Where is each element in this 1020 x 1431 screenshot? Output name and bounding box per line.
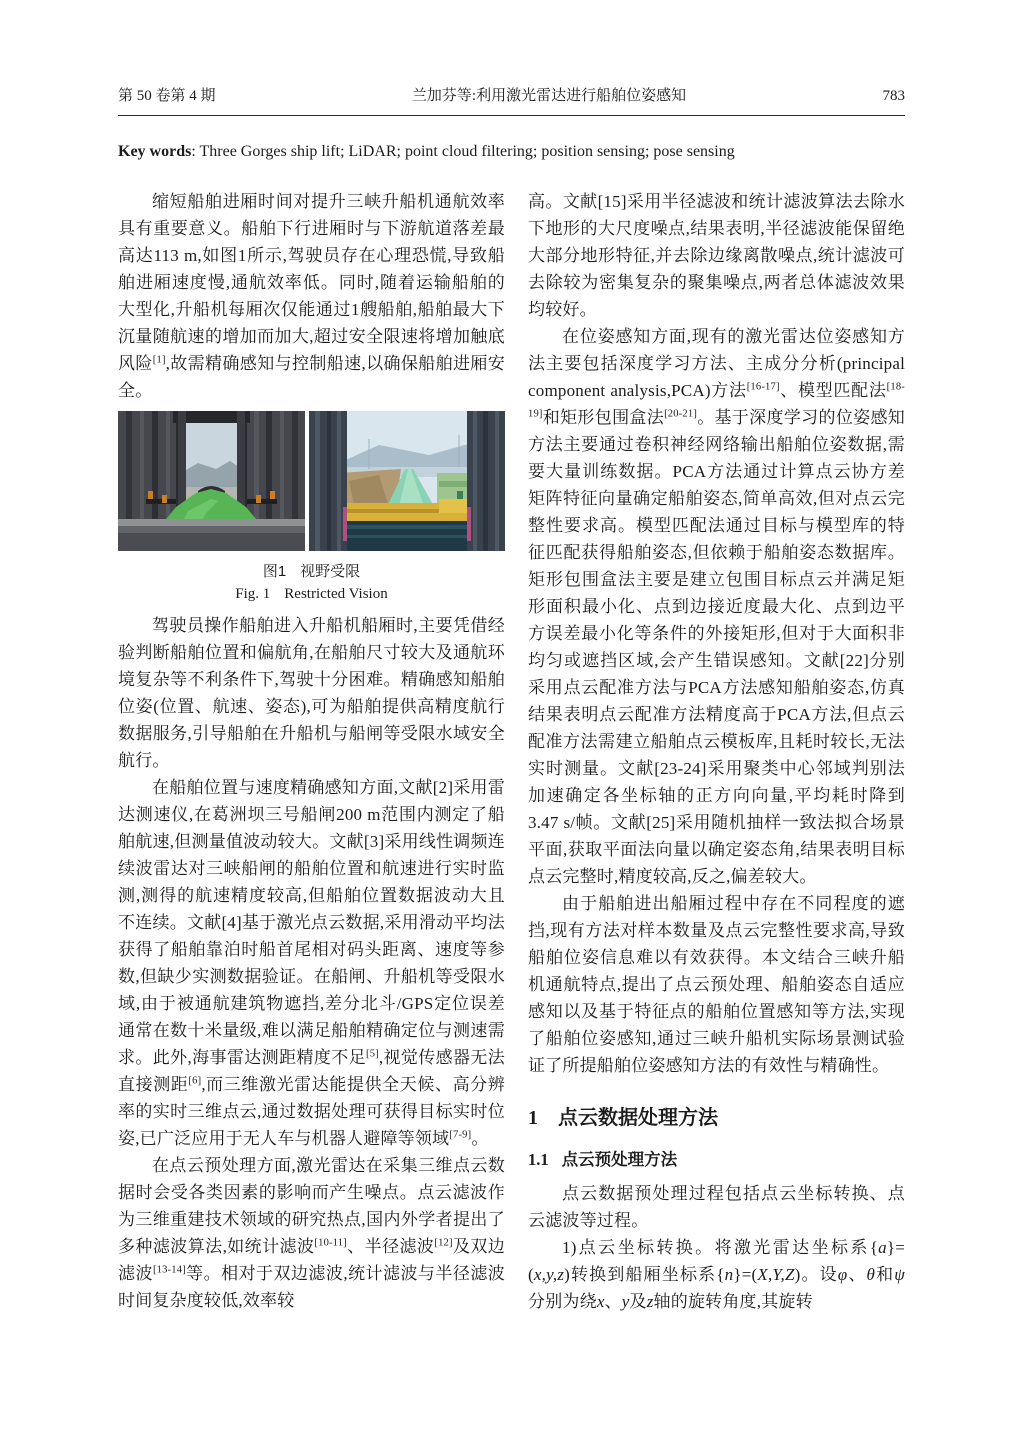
figure-1-photos	[118, 411, 505, 551]
paragraph-driver-experience: 驾驶员操作船舶进入升船机船厢时,主要凭借经验判断船舶位置和偏航角,在船舶尺寸较大及通航环境复杂等不利条件下,驾驶十分困难。精确感知船舶位姿(位置、航速、姿态),可为船舶提供高精度航行数据服务,引导船舶在升船机与船闸等受限水域安全航行。	[118, 616, 505, 770]
channel-view-photo	[309, 411, 505, 551]
figure-1-caption-zh	[118, 560, 505, 583]
keywords-label: Key words	[118, 143, 192, 160]
keywords-text: Three Gorges ship lift; LiDAR; point cloud filtering; position sensing; pose sensing	[199, 143, 735, 160]
two-column-body	[118, 188, 905, 1315]
paragraph-contribution: 由于船舶进出船厢过程中存在不同程度的遮挡,现有方法对样本数量及点云完整性要求高,导致船舶位姿信息难以有效获得。本文结合三峡升船机通航特点,提出了点云预处理、船舶姿态自适应感知以及基于特征点的船舶位置感知等方法,实现了船舶位姿感知,通过三峡升船机实际场景测试验证了所提船舶位姿感知方法的有效性与精确性。	[528, 894, 905, 1075]
section-1-title: 点云数据处理方法	[558, 1107, 718, 1129]
section-1-number: 1	[528, 1107, 538, 1129]
chamber-interior-photo	[118, 411, 305, 551]
paragraph-pose-methods: 在位姿感知方面,现有的激光雷达位姿感知方法主要包括深度学习方法、主成分分析(principal component analysis,PCA)方法[16-17]、模型匹配法[18-19]和矩形包围盒法[20-21]。基于深度学习的位姿感知方法主要通过卷积神经网络输出船舶位姿数据,需要大量训练数据。PCA方法通过计算点云协方差矩阵特征向量确定船舶姿态,简单高效,但对点云完整性要求高。模型匹配法通过目标与模型库的特征匹配获得船舶姿态,但依赖于船舶姿态数据库。矩形包围盒法主要是建立包围目标点云并满足矩形面积最小化、点到边接近度最大化、点到边平方误差最小化等条件的外接矩形,但对于大面积非均匀或遮挡区域,会产生错误感知。文献[22]分别采用点云配准方法与PCA方法感知船舶姿态,仿真结果表明点云配准方法精度高于PCA方法,但点云配准方法需建立船舶点云模板库,且耗时较长,无法实时测量。文献[23-24]采用聚类中心邻域判别法加速确定各坐标轴的正方向向量,平均耗时降到3.47 s/帧。文献[25]采用随机抽样一致法拟合场景平面,获取平面法向量以确定姿态角,结果表明目标点云完整时,精度较高,反之,偏差较大。	[528, 327, 905, 886]
paragraph-position-speed-sensing: 在船舶位置与速度精确感知方面,文献[2]采用雷达测速仪,在葛洲坝三号船闸200 m范围内测定了船舶航速,但测量值波动较大。文献[3]采用线性调频连续波雷达对三峡船闸的船舶位置和航速进行实时监测,测得的航速精度较高,但船舶位置数据波动大且不连续。文献[4]基于激光点云数据,采用滑动平均法获得了船舶靠泊时船首尾相对码头距离、速度等参数,但缺少实测数据验证。在船闸、升船机等受限水域,由于被通航建筑物遮挡,差分北斗/GPS定位误差通常在数十米量级,难以满足船舶精确定位与测速需求。此外,海事雷达测距精度不足[5],视觉传感器无法直接测距[6],而三维激光雷达能提供全天候、高分辨率的实时三维点云,通过数据处理可获得目标实时位姿,已广泛应用于无人车与机器人避障等领域[7-9]。	[118, 778, 505, 1148]
right-column	[528, 188, 905, 1315]
page-number: 783	[882, 88, 905, 104]
page-header	[118, 86, 905, 106]
keywords-separator: :	[191, 143, 196, 160]
figure-1-label-en: Fig. 1	[235, 586, 271, 602]
figure-1-title-zh: 视野受限	[300, 563, 361, 580]
figure-1	[118, 411, 505, 606]
keywords-line	[118, 140, 905, 164]
journal-issue: 第 50 卷第 4 期	[118, 88, 216, 104]
section-1-1-heading	[528, 1149, 905, 1171]
paragraph-preprocessing-survey: 在点云预处理方面,激光雷达在采集三维点云数据时会受各类因素的影响而产生噪点。点云滤波作为三维重建技术领域的研究热点,国内外学者提出了多种滤波算法,如统计滤波[10-11]、半径滤波[12]及双边滤波[13-14]等。相对于双边滤波,统计滤波与半径滤波时间复杂度较低,效率较	[118, 1156, 506, 1310]
paragraph-preprocess-overview: 点云数据预处理过程包括点云坐标转换、点云滤波等过程。	[528, 1184, 905, 1230]
left-column	[118, 188, 505, 1315]
paragraph-intro: 缩短船舶进厢时间对提升三峡升船机通航效率具有重要意义。船舶下行进厢时与下游航道落差最高达113 m,如图1所示,驾驶员存在心理恐慌,导致船舶进厢速度慢,通航效率低。同时,随着运输船舶的大型化,升船机每厢次仅能通过1艘船舶,船舶最大下沉量随航速的增加而加大,超过安全限速将增加触底风险[1],故需精确感知与控制船速,以确保船舶进厢安全。	[118, 192, 505, 400]
figure-1-title-en: Restricted Vision	[284, 586, 388, 602]
running-title: 兰加芬等:利用激光雷达进行船舶位姿感知	[411, 88, 687, 104]
paragraph-coordinate-transform: 1)点云坐标转换。将激光雷达坐标系{a}=(x,y,z)转换到船厢坐标系{n}=(X,Y,Z)。设φ、θ和ψ分别为绕x、y及z轴的旋转角度,其旋转	[528, 1238, 906, 1311]
section-1-1-title: 点云预处理方法	[561, 1151, 678, 1169]
figure-1-caption-en	[118, 583, 505, 606]
section-1-1-number: 1.1	[528, 1150, 549, 1169]
section-1-heading	[528, 1105, 905, 1131]
paragraph-filter-continued: 高。文献[15]采用半径滤波和统计滤波算法去除水下地形的大尺度噪点,结果表明,半径滤波能保留绝大部分地形特征,并去除边缘离散噪点,统计滤波可去除较为密集复杂的聚集噪点,两者总体滤波效果均较好。	[528, 192, 905, 319]
header-rule	[118, 115, 905, 116]
figure-1-label-zh: 图1	[262, 563, 287, 580]
